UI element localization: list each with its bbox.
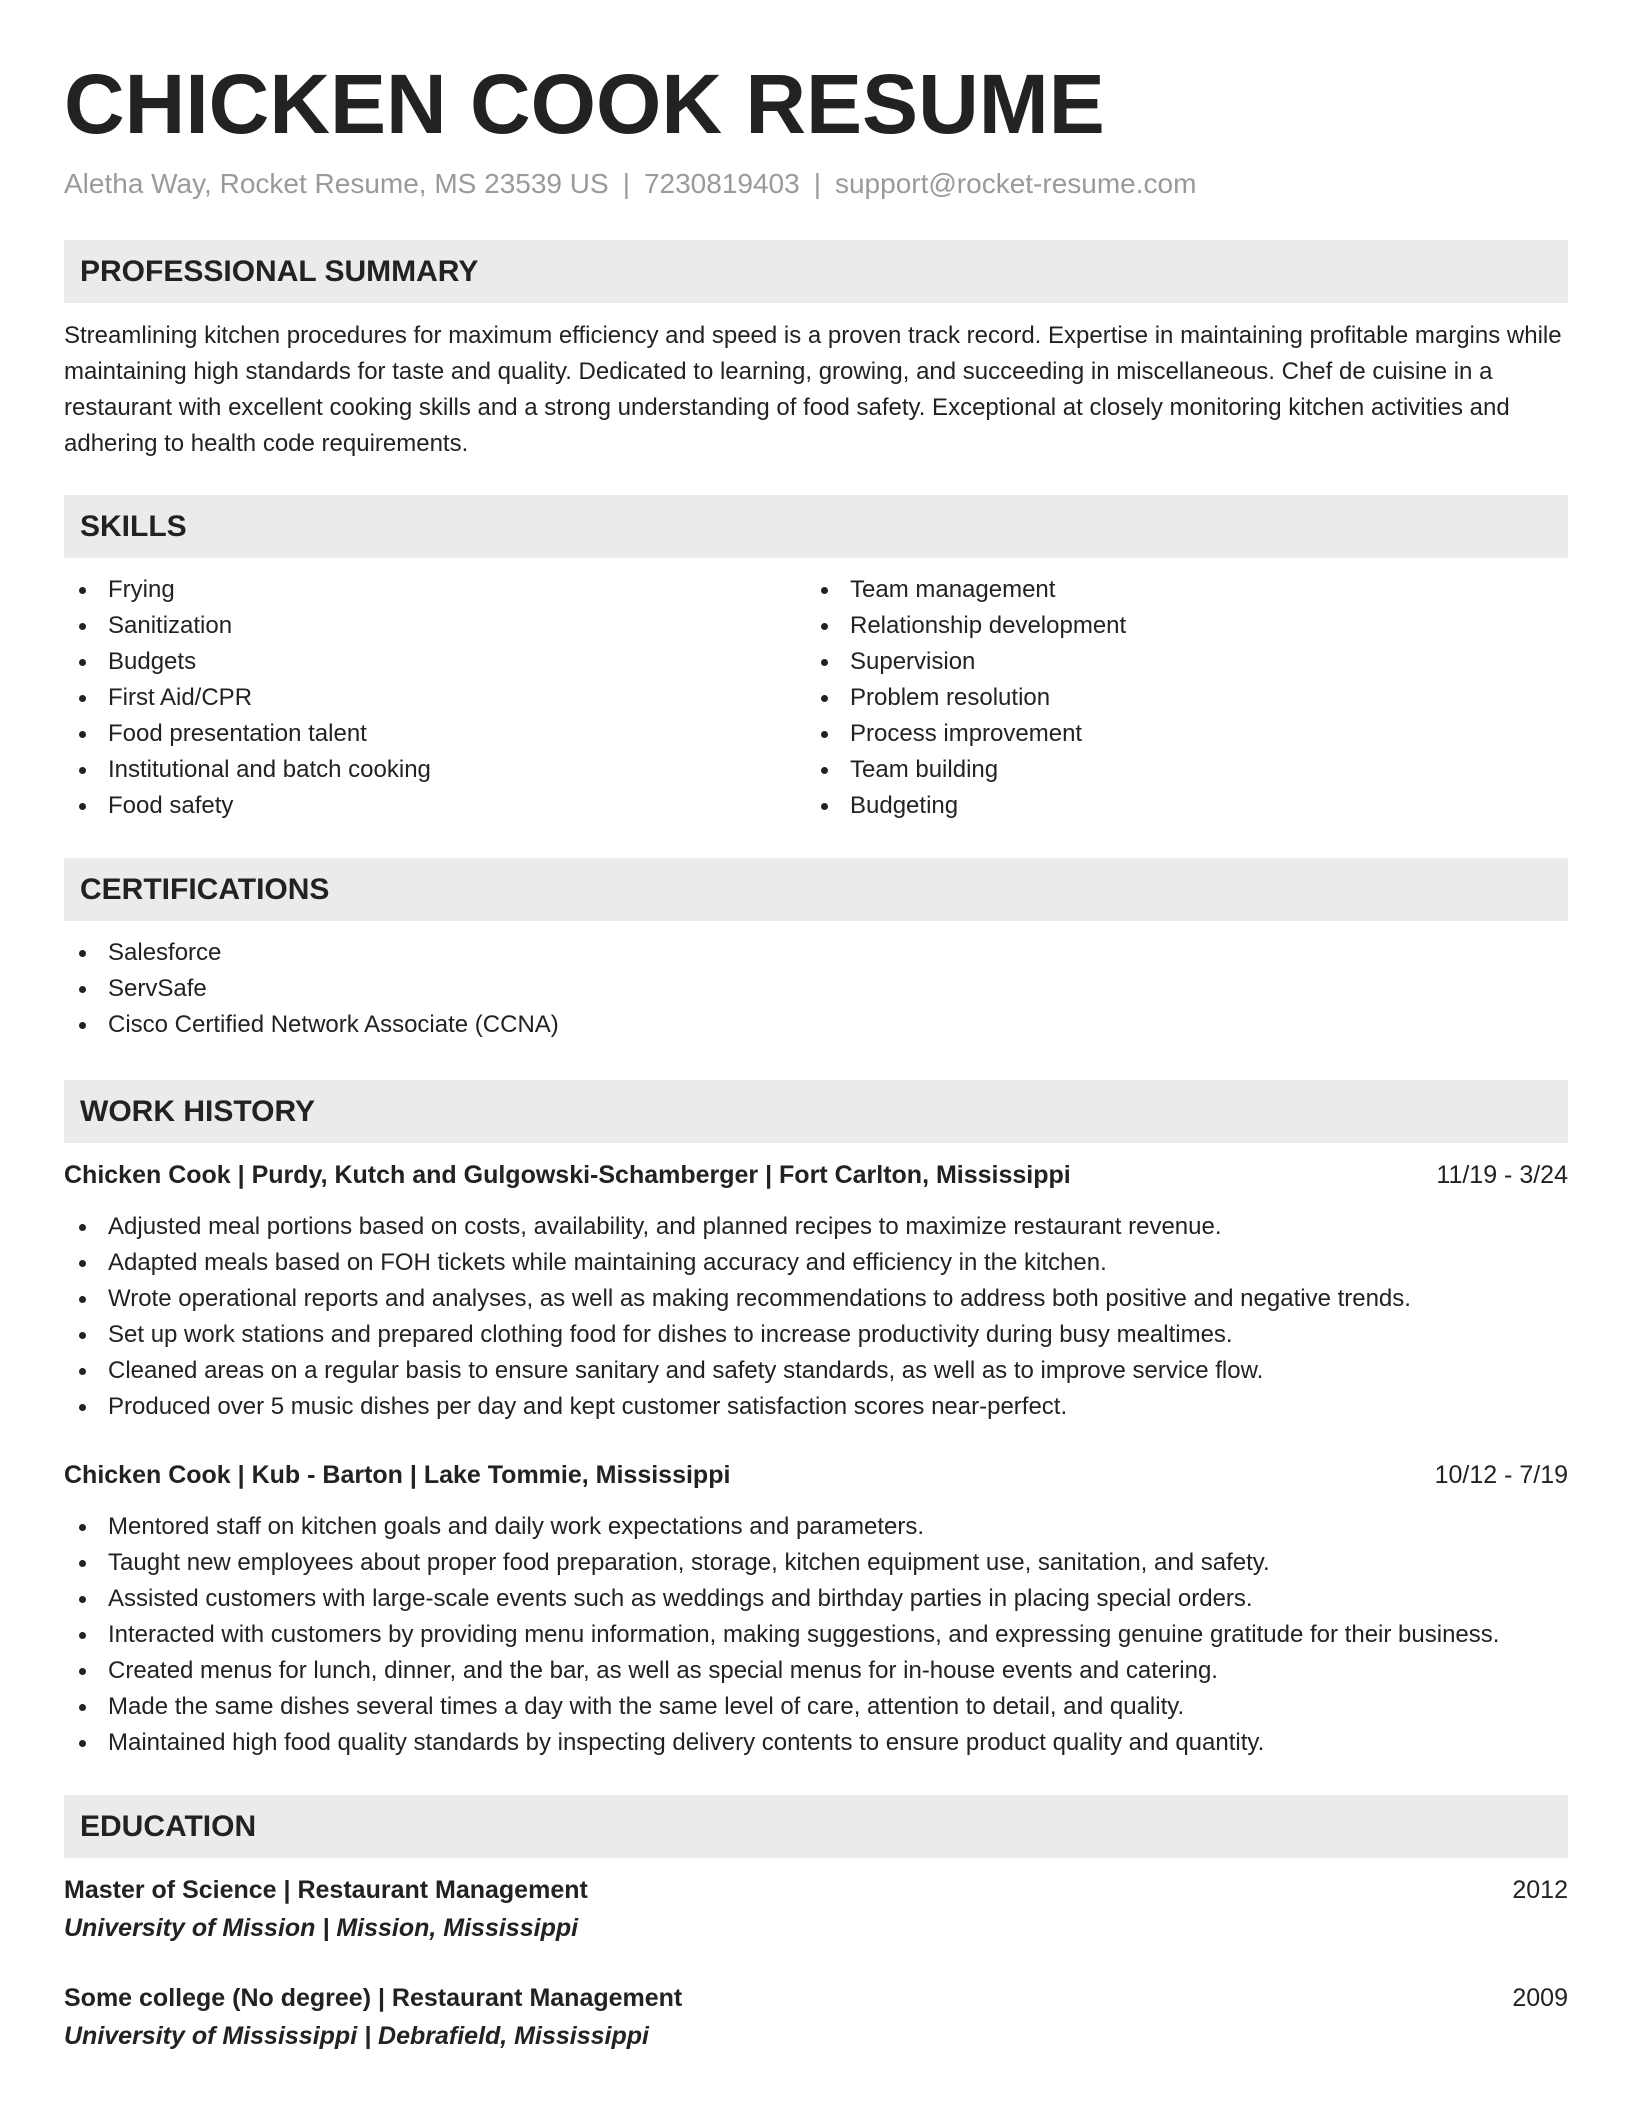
skill-item: Team building bbox=[806, 752, 1548, 788]
education-heading: EDUCATION bbox=[64, 1795, 1568, 1858]
job-entry bbox=[64, 1457, 1568, 1761]
education-school: University of Mississippi | Debrafield, Mississippi bbox=[64, 2022, 649, 2050]
job-title: Chicken Cook | Purdy, Kutch and Gulgowski-Schamberger | Fort Carlton, Mississippi bbox=[64, 1161, 1071, 1189]
work-history-heading: WORK HISTORY bbox=[64, 1080, 1568, 1143]
job-header bbox=[64, 1457, 1568, 1493]
skills-list bbox=[64, 572, 1568, 824]
skill-item: Institutional and batch cooking bbox=[64, 752, 806, 788]
education-school: University of Mission | Mission, Mississippi bbox=[64, 1914, 579, 1942]
job-bullet: Assisted customers with large-scale events such as weddings and birthday parties in placing special orders. bbox=[64, 1581, 1568, 1617]
contact-email: support@rocket-resume.com bbox=[834, 168, 1197, 199]
skill-item: Food presentation talent bbox=[64, 716, 806, 752]
certifications-list bbox=[64, 935, 1568, 1043]
skill-item: First Aid/CPR bbox=[64, 680, 806, 716]
skill-item: Process improvement bbox=[806, 716, 1548, 752]
skill-item: Relationship development bbox=[806, 608, 1548, 644]
contact-separator: | bbox=[622, 168, 630, 199]
job-title: Chicken Cook | Kub - Barton | Lake Tommie, Mississippi bbox=[64, 1461, 731, 1489]
skill-item: Food safety bbox=[64, 788, 806, 824]
certification-item: Cisco Certified Network Associate (CCNA) bbox=[64, 1007, 1568, 1043]
job-header bbox=[64, 1157, 1568, 1193]
skill-item: Team management bbox=[806, 572, 1548, 608]
education-entry bbox=[64, 1872, 1568, 1946]
education-year: 2009 bbox=[1512, 1984, 1568, 2012]
job-bullet: Set up work stations and prepared clothing food for dishes to increase productivity during busy mealtimes. bbox=[64, 1317, 1568, 1353]
certification-item: ServSafe bbox=[64, 971, 1568, 1007]
contact-address: Aletha Way, Rocket Resume, MS 23539 US bbox=[64, 168, 609, 199]
education-entry bbox=[64, 1980, 1568, 2054]
certifications-heading: CERTIFICATIONS bbox=[64, 858, 1568, 921]
skill-item: Problem resolution bbox=[806, 680, 1548, 716]
certification-item: Salesforce bbox=[64, 935, 1568, 971]
skills-heading: SKILLS bbox=[64, 495, 1568, 558]
education-degree: Some college (No degree) | Restaurant Management bbox=[64, 1984, 683, 2012]
job-bullet: Created menus for lunch, dinner, and the bar, as well as special menus for in-house events and catering. bbox=[64, 1653, 1568, 1689]
job-dates: 10/12 - 7/19 bbox=[1434, 1461, 1568, 1489]
job-bullet: Wrote operational reports and analyses, as well as making recommendations to address both positive and negative trends. bbox=[64, 1281, 1568, 1317]
skill-item: Budgets bbox=[64, 644, 806, 680]
job-bullet: Cleaned areas on a regular basis to ensure sanitary and safety standards, as well as to improve service flow. bbox=[64, 1353, 1568, 1389]
summary-heading: PROFESSIONAL SUMMARY bbox=[64, 240, 1568, 303]
resume-title: CHICKEN COOK RESUME bbox=[64, 57, 1105, 151]
contact-separator: | bbox=[813, 168, 821, 199]
education-degree: Master of Science | Restaurant Management bbox=[64, 1876, 588, 1904]
education-year: 2012 bbox=[1512, 1876, 1568, 1904]
skill-item: Budgeting bbox=[806, 788, 1548, 824]
job-bullet: Maintained high food quality standards by inspecting delivery contents to ensure product quality and quantity. bbox=[64, 1725, 1568, 1761]
job-bullet: Produced over 5 music dishes per day and kept customer satisfaction scores near-perfect. bbox=[64, 1389, 1568, 1425]
job-bullet: Adjusted meal portions based on costs, availability, and planned recipes to maximize restaurant revenue. bbox=[64, 1209, 1568, 1245]
job-bullet: Taught new employees about proper food preparation, storage, kitchen equipment use, sanitation, and safety. bbox=[64, 1545, 1568, 1581]
education-header bbox=[64, 1872, 1568, 1908]
contact-phone: 7230819403 bbox=[643, 168, 800, 199]
job-bullet: Made the same dishes several times a day with the same level of care, attention to detail, and quality. bbox=[64, 1689, 1568, 1725]
job-bullet: Adapted meals based on FOH tickets while maintaining accuracy and efficiency in the kitchen. bbox=[64, 1245, 1568, 1281]
resume-page bbox=[64, 56, 1568, 2054]
job-bullet: Mentored staff on kitchen goals and daily work expectations and parameters. bbox=[64, 1509, 1568, 1545]
job-dates: 11/19 - 3/24 bbox=[1436, 1161, 1568, 1189]
contact-line bbox=[64, 166, 1568, 202]
skill-item: Frying bbox=[64, 572, 806, 608]
education-header bbox=[64, 1980, 1568, 2016]
job-bullets bbox=[64, 1209, 1568, 1425]
skills-column-left bbox=[64, 572, 806, 824]
skill-item: Sanitization bbox=[64, 608, 806, 644]
skills-column-right bbox=[806, 572, 1548, 824]
job-bullet: Interacted with customers by providing menu information, making suggestions, and expressing genuine gratitude for their business. bbox=[64, 1617, 1568, 1653]
summary-text: Streamlining kitchen procedures for maximum efficiency and speed is a proven track record. Expertise in maintaining profitable margins while maintaining high standards for taste and quality. Dedicated to learning, growing, and succeeding in miscellaneous. Chef de cuisine in a restaurant with excellent cooking skills and a strong understanding of food safety. Exceptional at closely monitoring kitchen activities and adhering to health code requirements. bbox=[64, 322, 1562, 457]
skill-item: Supervision bbox=[806, 644, 1548, 680]
job-entry bbox=[64, 1157, 1568, 1425]
job-bullets bbox=[64, 1509, 1568, 1761]
